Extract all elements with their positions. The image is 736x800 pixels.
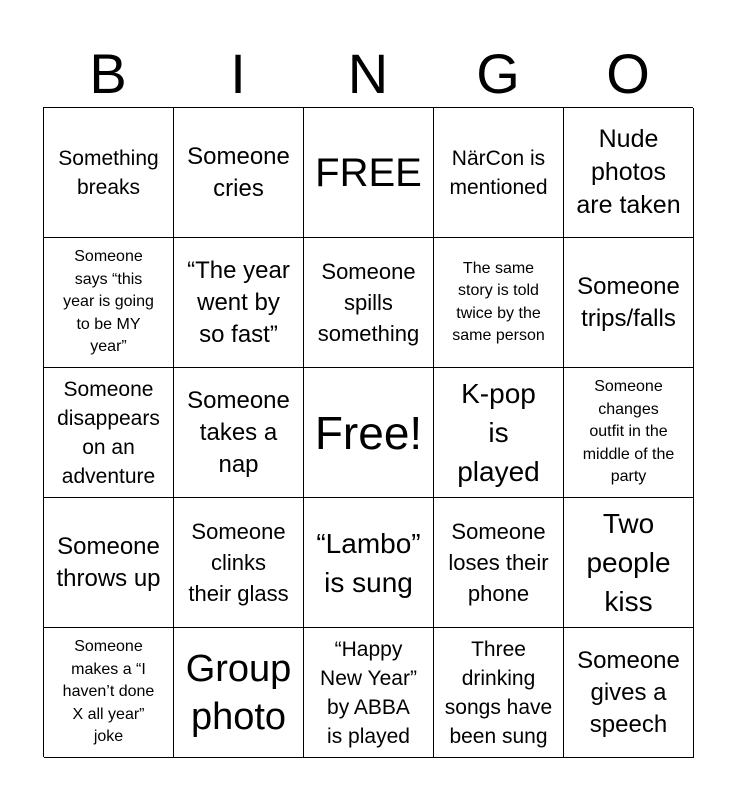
cell-text: The same story is told twice by the same person	[452, 259, 545, 344]
cell-text: “Happy New Year” by ABBA is played	[320, 637, 417, 748]
bingo-cell-r2c1[interactable]	[44, 238, 174, 368]
bingo-cell-r4c2[interactable]	[174, 498, 304, 628]
bingo-cell-r4c3[interactable]	[304, 498, 434, 628]
bingo-cell-r4c5[interactable]	[564, 498, 694, 628]
header-letter-i: I	[230, 42, 246, 105]
cell-text: K-pop is played	[457, 378, 540, 487]
bingo-cell-r2c3[interactable]	[304, 238, 434, 368]
bingo-cell-r3c1[interactable]	[44, 368, 174, 498]
cell-text: “Lambo” is sung	[316, 527, 421, 598]
bingo-cell-r2c5[interactable]	[564, 238, 694, 368]
bingo-cell-r3c4[interactable]	[434, 368, 564, 498]
bingo-cell-r1c2[interactable]	[174, 108, 304, 238]
bingo-cell-r4c4[interactable]	[434, 498, 564, 628]
bingo-cell-r5c4[interactable]	[434, 628, 564, 758]
cell-text: NärCon is mentioned	[449, 146, 548, 199]
cell-text: Someone takes a nap	[187, 386, 290, 478]
bingo-header	[43, 42, 693, 106]
cell-text: Someone disappears on an adventure	[57, 377, 160, 488]
bingo-cell-r3c2[interactable]	[174, 368, 304, 498]
cell-text: Two people kiss	[586, 508, 671, 617]
bingo-cell-r2c4[interactable]	[434, 238, 564, 368]
cell-text: Someone cries	[187, 142, 290, 202]
bingo-grid	[43, 107, 693, 757]
bingo-cell-r1c4[interactable]	[434, 108, 564, 238]
bingo-cell-r5c2[interactable]	[174, 628, 304, 758]
cell-text: FREE	[315, 150, 422, 195]
cell-text: Someone changes outfit in the middle of the party	[582, 378, 675, 486]
header-letter-b: B	[89, 42, 127, 105]
cell-text: Someone clinks their glass	[188, 519, 289, 606]
cell-text: Someone makes a “I haven’t done X all year” joke	[62, 638, 155, 746]
bingo-cell-r5c1[interactable]	[44, 628, 174, 758]
bingo-cell-r4c1[interactable]	[44, 498, 174, 628]
bingo-cell-r1c3[interactable]	[304, 108, 434, 238]
bingo-cell-r1c5[interactable]	[564, 108, 694, 238]
cell-text: Someone spills something	[317, 259, 420, 346]
header-letter-o: O	[606, 42, 650, 105]
bingo-cell-r3c5[interactable]	[564, 368, 694, 498]
cell-text: Someone trips/falls	[577, 272, 680, 332]
bingo-cell-r2c2[interactable]	[174, 238, 304, 368]
cell-text: Something breaks	[58, 146, 159, 199]
cell-text: Someone throws up	[56, 532, 161, 592]
bingo-cell-r3c3[interactable]	[304, 368, 434, 498]
cell-text: Someone gives a speech	[577, 646, 680, 738]
cell-text: Nude photos are taken	[576, 125, 681, 219]
cell-text: Free!	[314, 406, 423, 459]
header-letter-n: N	[347, 42, 389, 105]
bingo-cell-r5c3[interactable]	[304, 628, 434, 758]
cell-text: Group photo	[185, 647, 292, 738]
cell-text: “The year went by so fast”	[187, 256, 290, 348]
bingo-cell-r1c1[interactable]	[44, 108, 174, 238]
header-letter-g: G	[476, 42, 520, 105]
cell-text: Someone loses their phone	[448, 519, 549, 606]
cell-text: Three drinking songs have been sung	[444, 637, 553, 748]
bingo-cell-r5c5[interactable]	[564, 628, 694, 758]
cell-text: Someone says “this year is going to be MY year”	[63, 248, 154, 356]
